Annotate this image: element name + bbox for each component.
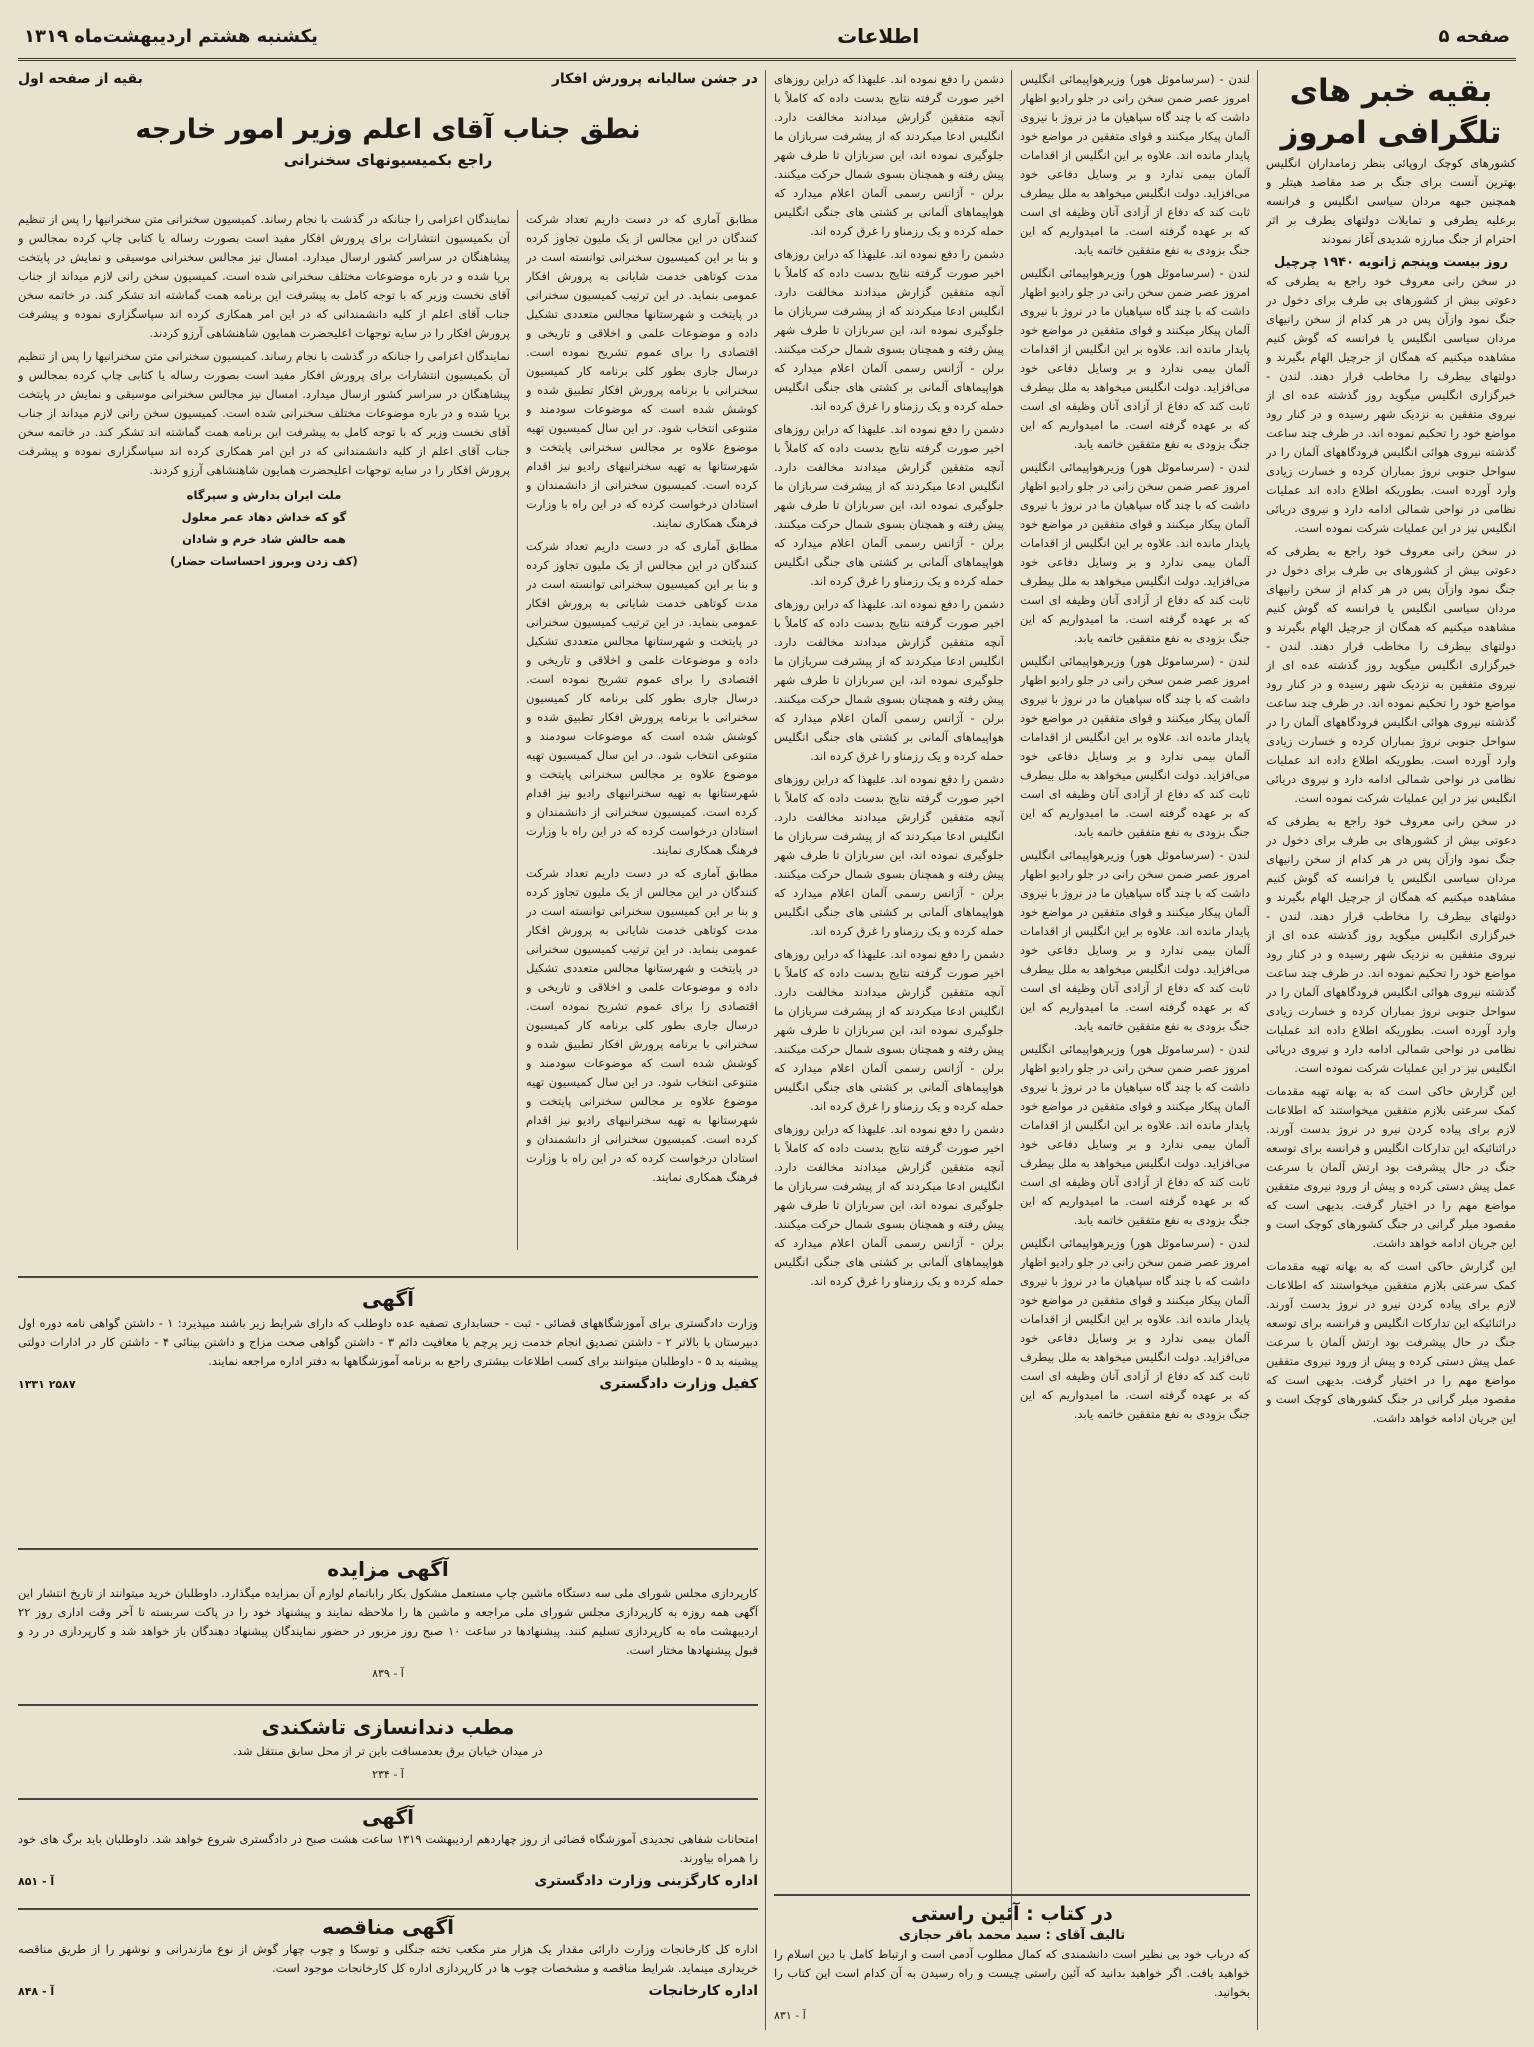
mid-body-repeat-2: دشمن را دفع نموده اند. علیهذا که دراین روزهای اخیر صورت گرفته نتایج بدست داده که کاملاً با آنچه متفقین گزارش میدادند مخالفت دارد. انگلیس ادعا میکردند که از پیشرفت سربازان ما جلوگیری نموده اند، این سربازان تا طرف شهر پیش رفته و همچنان بسوی شمال حرکت میکنند. برلن - آژانس رسمی آلمان اعلام میدارد که هواپیماهای آلمانی بر کشتی های جنگی انگلیس حمله کرده و یک رزمناو را غرق کرده اند. (774, 422, 1004, 588)
ad-rule (18, 1276, 758, 1278)
london-body: لندن - (سرساموئل هور) وزیرهواپیمائی انگلیس امروز عصر ضمن سخن رانی در جلو رادیو اظهار داشت که با چند گاه سپاهیان ما در نروژ با نیروی آلمان پیکار میکنند و قوای متفقین در مواضع خود پایدار مانده اند. علاوه بر این انگلیس از اقدامات آلمان بیمی ندارد و بر وسایل دفاعی خود می‌افزاید. دولت انگلیس میخواهد به ملل بیطرف ثابت کند که دفاع از آزادی آنان وظیفه ای است که بر عهده گرفته است. ما امیدواریم که این جنگ بزودی به نفع متفقین خاتمه یابد. (1020, 72, 1250, 257)
book-title: در کتاب : آئین راستی (911, 1903, 1113, 1925)
ad-rule (18, 1704, 758, 1706)
book-author: تالیف آقای : سید محمد باقر حجازی (898, 1928, 1126, 1943)
london-body-repeat-6: لندن - (سرساموئل هور) وزیرهواپیمائی انگلیس امروز عصر ضمن سخن رانی در جلو رادیو اظهار داشت که با چند گاه سپاهیان ما در نروژ با نیروی آلمان پیکار میکنند و قوای متفقین در مواضع خود پایدار مانده اند. علاوه بر این انگلیس از اقدامات آلمان بیمی ندارد و بر وسایل دفاعی خود می‌افزاید. دولت انگلیس میخواهد به ملل بیطرف ثابت کند که دفاع از آزادی آنان وظیفه ای است که بر عهده گرفته است. ما امیدواریم که این جنگ بزودی به نفع متفقین خاتمه یابد. (1020, 1236, 1250, 1421)
mid-body-repeat-1: دشمن را دفع نموده اند. علیهذا که دراین روزهای اخیر صورت گرفته نتایج بدست داده که کاملاً با آنچه متفقین گزارش میدادند مخالفت دارد. انگلیس ادعا میکردند که از پیشرفت سربازان ما جلوگیری نموده اند، این سربازان تا طرف شهر پیش رفته و همچنان بسوی شمال حرکت میکنند. برلن - آژانس رسمی آلمان اعلام میدارد که هواپیماهای آلمانی بر کشتی های جنگی انگلیس حمله کرده و یک رزمناو را غرق کرده اند. (774, 247, 1004, 413)
speech-heading (18, 112, 758, 202)
ad-exam-body: امتحانات شفاهی تجدیدی آموزشگاه قضائی از روز چهاردهم اردیبهشت ۱۳۱۹ ساعت هشت صبح در دادگستری شروع خواهد شد. داوطلبان باید برگ های خود را همراه بیاورند. (18, 1832, 759, 1865)
column-rule (765, 70, 766, 2030)
speech-col1-text: مطابق آماری که در دست داریم تعداد شرکت کنندگان در این مجالس از یک ملیون تجاوز کرده و بنا بر این کمیسیون سخنرانی توانسته است در مدت کوتاهی خدمت شایانی به پرورش افکار عمومی بنماید. در این ترتیب کمیسیون سخنرانی در پایتخت و شهرستانها مجالس متعددی تشکیل داده و موضوعات علمی و اخلاقی و تاریخی و اقتصادی را برای عموم تشریح نموده است. درسال جاری بطور کلی برنامه کار کمیسیون سخنرانی با برنامه پرورش افکار تطبیق شده و کوشش شده است که موضوعات سودمند و متنوعی انتخاب شود. در این سال کمیسیون تهیه موضوع علاوه بر مجالس سخنرانی پایتخت و شهرستانها به تهیه سخنرانیهای رادیو نیز اقدام کرده است. کمیسیون سخنرانی از دانشمندان و استادان درخواست کرده که در این راه با وزارت فرهنگ همکاری نمایند. (526, 212, 758, 530)
ad-auction-body: کارپردازی مجلس شورای ملی سه دستگاه ماشین چاپ مستعمل مشکول بکار راباتمام لوازم آن بمزایده میگذارد. داوطلبان خرید میتوانند از تاریخ انتشار این آگهی همه روزه به کارپردازی مجلس شورای ملی مراجعه و ماشین ها را ملاحظه نمایند و پیشنهاد خود را در پاکت سربسته تا آخر وقت اداری روز ۲۲ اردیبهشت ماه به کارپردازی تسلیم کنند. پیشنهادها در ساعت ۱۰ صبح روز مزبور در حضور نمایندگان پیشنهاد دهندگان باز خواهد شد و کارپردازی در رد و قبول پیشنهادها مختار است. (18, 1586, 758, 1657)
book-ref: آ - ۸۳۱ (774, 2009, 806, 2022)
speech-column-1 (526, 210, 758, 1270)
right-bottom-body-repeat: این گزارش حاکی است که به بهانه تهیه مقدمات کمک سرعتی بلازم متفقین میخواستند که اطلاعات لازم برای پیاده کردن نیرو در نروژ بدست آورند. دراثنائیکه این تدارکات انگلیس و فرانسه برای توسعه جنگ در حال پیشرفت بود ارتش آلمان با سرعت عمل پیش دستی کرده و پیش از ورود نیروی متفقین مواضع مهم را در اختیار گرفت. بدیهی است که مقصود میلر گرانی در جنگ کشورهای کوچک است و این جریان ادامه خواهد داشت. (1266, 1259, 1516, 1425)
speech-headline: نطق جناب آقای اعلم وزیر امور خارجه (135, 114, 641, 145)
ad-tender-body: اداره کل کارخانجات وزارت دارائی مقدار یک هزار متر مکعب تخته جنگلی و توسکا و چوب چهار گوش از نوع مازندرانی و نوشهر را از طریق مناقصه خریداری مینماید. شرایط مناقصه و مشخصات چوب ها در کارپردازی اداره کل کارخانجات موجود است. (18, 1942, 758, 1975)
ad-justice-signature: کفیل وزارت دادگستری (599, 1376, 758, 1392)
speech-closing-line: گو که خداش دهاد عمر معلول (181, 510, 347, 524)
speech-col1-text-repeat-2: مطابق آماری که در دست داریم تعداد شرکت کنندگان در این مجالس از یک ملیون تجاوز کرده و بنا بر این کمیسیون سخنرانی توانسته است در مدت کوتاهی خدمت شایانی به پرورش افکار عمومی بنماید. در این ترتیب کمیسیون سخنرانی در پایتخت و شهرستانها مجالس متعددی تشکیل داده و موضوعات علمی و اخلاقی و تاریخی و اقتصادی را برای عموم تشریح نموده است. درسال جاری بطور کلی برنامه کار کمیسیون سخنرانی با برنامه پرورش افکار تطبیق شده و کوشش شده است که موضوعات سودمند و متنوعی انتخاب شود. در این سال کمیسیون تهیه موضوع علاوه بر مجالس سخنرانی پایتخت و شهرستانها به تهیه سخنرانیهای رادیو نیز اقدام کرده است. کمیسیون سخنرانی از دانشمندان و استادان درخواست کرده که در این راه با وزارت فرهنگ همکاری نمایند. (526, 866, 758, 1184)
column-rule (1257, 70, 1258, 2030)
book-box-rule (774, 1894, 1250, 1896)
column-rule (517, 210, 518, 1250)
speech-col2-text: نمایندگان اعزامی را جنانکه در گذشت با نجام رساند. کمیسیون سخنرانی متن سخنرانیها را پس از تنظیم آن بکمیسیون انتشارات برای پرورش افکار مفید است بصورت رساله یا کتابی چاپ کرده بمجالس و پیشاهنگان در سراسر کشور ارسال میدارد. امسال نیز مجالس سخنرانی موسیقی و نمایش در پایتخت برپا شده و در باره موضوعات مختلف سخنرانی شده است. کمیسیون سخن رانی لازم میداند از جناب آقای نخست وزیر که با توجه کامل به پیشرفت این برنامه همت گماشته اند تشکر کند. در خاتمه سخن جناب آقای اعلم از کلیه دانشمندانی که در این امر همکاری کرده اند سپاسگزاری نموده و پیشرفت پرورش افکار را در سایه توجهات اعلیحضرت همایون شاهنشاهی آرزو کردند. (18, 212, 510, 340)
speech-closing-line: ملت ایران بدارش و سپرگاه (186, 488, 342, 502)
speech-subhead: راجع بکمیسیونهای سخنرانی (283, 151, 493, 169)
mid-body-repeat-5: دشمن را دفع نموده اند. علیهذا که دراین روزهای اخیر صورت گرفته نتایج بدست داده که کاملاً با آنچه متفقین گزارش میدادند مخالفت دارد. انگلیس ادعا میکردند که از پیشرفت سربازان ما جلوگیری نموده اند، این سربازان تا طرف شهر پیش رفته و همچنان بسوی شمال حرکت میکنند. برلن - آژانس رسمی آلمان اعلام میدارد که هواپیماهای آلمانی بر کشتی های جنگی انگلیس حمله کرده و یک رزمناو را غرق کرده اند. (774, 947, 1004, 1113)
speech-column-2 (18, 210, 510, 1270)
ad-dentist-title: مطب دندانسازی تاشکندی (261, 1715, 515, 1739)
ad-exam-ref: آ - ۸۵۱ (18, 1875, 55, 1888)
ad-auction-title: آگهی مزایده (327, 1557, 449, 1581)
speech-col2-text-repeat-1: نمایندگان اعزامی را جنانکه در گذشت با نجام رساند. کمیسیون سخنرانی متن سخنرانیها را پس از تنظیم آن بکمیسیون انتشارات برای پرورش افکار مفید است بصورت رساله یا کتابی چاپ کرده بمجالس و پیشاهنگان در سراسر کشور ارسال میدارد. امسال نیز مجالس سخنرانی موسیقی و نمایش در پایتخت برپا شده و در باره موضوعات مختلف سخنرانی شده است. کمیسیون سخن رانی لازم میداند از جناب آقای نخست وزیر که با توجه کامل به پیشرفت این برنامه همت گماشته اند تشکر کند. در خاتمه سخن جناب آقای اعلم از کلیه دانشمندانی که در این امر همکاری کرده اند سپاسگزاری نموده و پیشرفت پرورش افکار را در سایه توجهات اعلیحضرت همایون شاهنشاهی آرزو کردند. (18, 349, 510, 477)
ad-rule (18, 1798, 758, 1800)
column-rule (1011, 70, 1012, 1930)
speech-side-label: در جشن سالیانه پرورش افکار (551, 71, 758, 87)
london-column (1020, 70, 1250, 1950)
masthead (18, 14, 1516, 61)
ad-rule (18, 1548, 758, 1550)
telegraph-body-repeat-2: در سخن رانی معروف خود راجع به یطرفی که دعوتی بیش از کشورهای بی طرف برای دخول در جنگ نمود وازآن پس در هر کدام از سخن رانیهای مردان سیاسی انگلیس یا فرانسه که گوش کنیم مشاهده میکنیم که همگان از جرچیل الهام بگیرند و دولتهای بیطرف را مخاطب قرار دهند. لندن - خبرگزاری انگلیس میگوید روز گذشته عده ای از نیروی متفقین به نزدیک شهر رسیده و در کنار رود مواضع خود را تحکیم نموده اند. در ظرف چند ساعت گذشته نیروی هوائی انگلیس فرودگاههای آلمان را در سواحل جنوبی نروژ بمباران کرده و خسارت زیادی وارد آورده است. بطوریکه اطلاع داده اند عملیات نظامی در نواحی شمالی ادامه دارد و نیروی دریائی انگلیس نیز در این عملیات شرکت نموده است. (1266, 814, 1516, 1075)
newspaper-page (18, 14, 1516, 2034)
page-number: صفحه ۵ (1438, 25, 1510, 47)
speech-closing-line: همه حالش شاد خرم و شادان (182, 532, 346, 546)
ad-justice-title: آگهی (362, 1287, 414, 1311)
ad-tender-ref: آ - ۸۴۸ (18, 1985, 55, 1998)
ad-dentist (18, 1712, 758, 1792)
speech-col1-text-repeat-1: مطابق آماری که در دست داریم تعداد شرکت کنندگان در این مجالس از یک ملیون تجاوز کرده و بنا بر این کمیسیون سخنرانی توانسته است در مدت کوتاهی خدمت شایانی به پرورش افکار عمومی بنماید. در این ترتیب کمیسیون سخنرانی در پایتخت و شهرستانها مجالس متعددی تشکیل داده و موضوعات علمی و اخلاقی و تاریخی و اقتصادی را برای عموم تشریح نموده است. درسال جاری بطور کلی برنامه کار کمیسیون سخنرانی با برنامه پرورش افکار تطبیق شده و کوشش شده است که موضوعات سودمند و متنوعی انتخاب شود. در این سال کمیسیون تهیه موضوع علاوه بر مجالس سخنرانی پایتخت و شهرستانها به تهیه سخنرانیهای رادیو نیز اقدام کرده است. کمیسیون سخنرانی از دانشمندان و استادان درخواست کرده که در این راه با وزارت فرهنگ همکاری نمایند. (526, 539, 758, 857)
telegraph-lead: کشورهای کوچک اروپائی بنظر زمامداران انگلیس بهترین آنست برای جنگ بر ضد مقاصد هیتلر و همچنین جبهه مردان سیاسی انگلیس و فرانسه برعلیه یطرفی و تمایلات دولتهای یطرف بر اثر احترام از جنگ مبارزه شدیدی آغاز نمودند (1266, 156, 1516, 246)
ad-auction-ref: آ - ۸۳۹ (372, 1667, 404, 1680)
book-body: که درباب خود بی نظیر است دانشمندی که کمال مطلوب آدمی است و ارتباط کامل با دین اسلام را خواهید یافت. اگر خواهید بدانید که آئین راستی چیست و راه رسیدن به آن کدام است این کتاب را بخوانید. (774, 1947, 1250, 1999)
telegraph-subhead: روز بیست وپنجم ژانویه ۱۹۴۰ چرچیل (1274, 255, 1508, 270)
ad-tender (18, 1914, 758, 2030)
mid-body-repeat-4: دشمن را دفع نموده اند. علیهذا که دراین روزهای اخیر صورت گرفته نتایج بدست داده که کاملاً با آنچه متفقین گزارش میدادند مخالفت دارد. انگلیس ادعا میکردند که از پیشرفت سربازان ما جلوگیری نموده اند، این سربازان تا طرف شهر پیش رفته و همچنان بسوی شمال حرکت میکنند. برلن - آژانس رسمی آلمان اعلام میدارد که هواپیماهای آلمانی بر کشتی های جنگی انگلیس حمله کرده و یک رزمناو را غرق کرده اند. (774, 772, 1004, 938)
ad-tender-signature: اداره کارخانجات (648, 1983, 758, 1999)
ad-tender-title: آگهی مناقصه (322, 1915, 454, 1939)
london-body-repeat-1: لندن - (سرساموئل هور) وزیرهواپیمائی انگلیس امروز عصر ضمن سخن رانی در جلو رادیو اظهار داشت که با چند گاه سپاهیان ما در نروژ با نیروی آلمان پیکار میکنند و قوای متفقین در مواضع خود پایدار مانده اند. علاوه بر این انگلیس از اقدامات آلمان بیمی ندارد و بر وسایل دفاعی خود می‌افزاید. دولت انگلیس میخواهد به ملل بیطرف ثابت کند که دفاع از آزادی آنان وظیفه ای است که بر عهده گرفته است. ما امیدواریم که این جنگ بزودی به نفع متفقین خاتمه یابد. (1020, 266, 1250, 451)
speech-continued-label: بقیه از صفحه اول (18, 71, 143, 87)
telegraph-body-repeat-1: در سخن رانی معروف خود راجع به یطرفی که دعوتی بیش از کشورهای بی طرف برای دخول در جنگ نمود وازآن پس در هر کدام از سخن رانیهای مردان سیاسی انگلیس یا فرانسه که گوش کنیم مشاهده میکنیم که همگان از جرچیل الهام بگیرند و دولتهای بیطرف را مخاطب قرار دهند. لندن - خبرگزاری انگلیس میگوید روز گذشته عده ای از نیروی متفقین به نزدیک شهر رسیده و در کنار رود مواضع خود را تحکیم نموده اند. در ظرف چند ساعت گذشته نیروی هوائی انگلیس فرودگاههای آلمان را در سواحل جنوبی نروژ بمباران کرده و خسارت زیادی وارد آورده است. بطوریکه اطلاع داده اند عملیات نظامی در نواحی شمالی ادامه دارد و نیروی دریائی انگلیس نیز در این عملیات شرکت نموده است. (1266, 544, 1516, 805)
ad-justice-body: وزارت دادگستری برای آموزشگاههای قضائی - ثبت - حسابداری تصفیه عده داوطلب که دارای شرایط زیر باشند میپذیرد: ۱ - داشتن گواهی نامه دوره اول دبیرستان یا بالاتر ۲ - داشتن تصدیق انجام خدمت زیر پرچم یا معافیت دائم ۳ - داشتن گواهی صحت مزاج و داشتن بینائی ۴ - داشتن کار در ادارات دولتی پیشینه بد ۵ - داوطلبان میتوانند برای کسب اطلاعات بیشتری راجع به برنامه آموزشگاهها به دفتر اداره مراجعه نمایند. (18, 1316, 758, 1368)
right-bottom-body: این گزارش حاکی است که به بهانه تهیه مقدمات کمک سرعتی بلازم متفقین میخواستند که اطلاعات لازم برای پیاده کردن نیرو در نروژ بدست آورند. دراثنائیکه این تدارکات انگلیس و فرانسه برای توسعه جنگ در حال پیشرفت بود ارتش آلمان با سرعت عمل پیش دستی کرده و پیش از ورود نیروی متفقین مواضع مهم را در اختیار گرفت. بدیهی است که مقصود میلر گرانی در جنگ کشورهای کوچک است و این جریان ادامه خواهد داشت. (1266, 1084, 1516, 1250)
london-body-repeat-4: لندن - (سرساموئل هور) وزیرهواپیمائی انگلیس امروز عصر ضمن سخن رانی در جلو رادیو اظهار داشت که با چند گاه سپاهیان ما در نروژ با نیروی آلمان پیکار میکنند و قوای متفقین در مواضع خود پایدار مانده اند. علاوه بر این انگلیس از اقدامات آلمان بیمی ندارد و بر وسایل دفاعی خود می‌افزاید. دولت انگلیس میخواهد به ملل بیطرف ثابت کند که دفاع از آزادی آنان وظیفه ای است که بر عهده گرفته است. ما امیدواریم که این جنگ بزودی به نفع متفقین خاتمه یابد. (1020, 848, 1250, 1033)
ad-exam-title: آگهی (362, 1805, 414, 1829)
ad-dentist-ref: آ - ۲۳۴ (372, 1768, 404, 1781)
mid-body-repeat-3: دشمن را دفع نموده اند. علیهذا که دراین روزهای اخیر صورت گرفته نتایج بدست داده که کاملاً با آنچه متفقین گزارش میدادند مخالفت دارد. انگلیس ادعا میکردند که از پیشرفت سربازان ما جلوگیری نموده اند، این سربازان تا طرف شهر پیش رفته و همچنان بسوی شمال حرکت میکنند. برلن - آژانس رسمی آلمان اعلام میدارد که هواپیماهای آلمانی بر کشتی های جنگی انگلیس حمله کرده و یک رزمناو را غرق کرده اند. (774, 597, 1004, 763)
ad-dentist-body: در میدان خیابان برق بعدمسافت باین تر از محل سابق منتقل شد. (233, 1744, 543, 1758)
london-body-repeat-2: لندن - (سرساموئل هور) وزیرهواپیمائی انگلیس امروز عصر ضمن سخن رانی در جلو رادیو اظهار داشت که با چند گاه سپاهیان ما در نروژ با نیروی آلمان پیکار میکنند و قوای متفقین در مواضع خود پایدار مانده اند. علاوه بر این انگلیس از اقدامات آلمان بیمی ندارد و بر وسایل دفاعی خود می‌افزاید. دولت انگلیس میخواهد به ملل بیطرف ثابت کند که دفاع از آزادی آنان وظیفه ای است که بر عهده گرفته است. ما امیدواریم که این جنگ بزودی به نفع متفقین خاتمه یابد. (1020, 460, 1250, 645)
mid-body-repeat-6: دشمن را دفع نموده اند. علیهذا که دراین روزهای اخیر صورت گرفته نتایج بدست داده که کاملاً با آنچه متفقین گزارش میدادند مخالفت دارد. انگلیس ادعا میکردند که از پیشرفت سربازان ما جلوگیری نموده اند، این سربازان تا طرف شهر پیش رفته و همچنان بسوی شمال حرکت میکنند. برلن - آژانس رسمی آلمان اعلام میدارد که هواپیماهای آلمانی بر کشتی های جنگی انگلیس حمله کرده و یک رزمناو را غرق کرده اند. (774, 1122, 1004, 1288)
ad-exam (18, 1804, 758, 1904)
ad-justice (18, 1284, 758, 1542)
telegraph-headline: بقیه خبر های تلگرافی امروز (1280, 73, 1502, 151)
mid-body: دشمن را دفع نموده اند. علیهذا که دراین روزهای اخیر صورت گرفته نتایج بدست داده که کاملاً با آنچه متفقین گزارش میدادند مخالفت دارد. انگلیس ادعا میکردند که از پیشرفت سربازان ما جلوگیری نموده اند، این سربازان تا طرف شهر پیش رفته و همچنان بسوی شمال حرکت میکنند. برلن - آژانس رسمی آلمان اعلام میدارد که هواپیماهای آلمانی بر کشتی های جنگی انگلیس حمله کرده و یک رزمناو را غرق کرده اند. (774, 72, 1004, 238)
issue-date: یکشنبه هشتم اردیبهشت‌ماه ۱۳۱۹ (24, 25, 318, 47)
london-body-repeat-3: لندن - (سرساموئل هور) وزیرهواپیمائی انگلیس امروز عصر ضمن سخن رانی در جلو رادیو اظهار داشت که با چند گاه سپاهیان ما در نروژ با نیروی آلمان پیکار میکنند و قوای متفقین در مواضع خود پایدار مانده اند. علاوه بر این انگلیس از اقدامات آلمان بیمی ندارد و بر وسایل دفاعی خود می‌افزاید. دولت انگلیس میخواهد به ملل بیطرف ثابت کند که دفاع از آزادی آنان وظیفه ای است که بر عهده گرفته است. ما امیدواریم که این جنگ بزودی به نفع متفقین خاتمه یابد. (1020, 654, 1250, 839)
speech-closing (18, 484, 510, 572)
telegraph-column (1266, 70, 1516, 2030)
book-box (774, 1902, 1250, 2022)
ad-exam-signature: اداره کارگزینی وزارت دادگستری (534, 1873, 758, 1889)
ad-rule (18, 1908, 758, 1910)
ad-justice-ref: ۲۵۸۷ ۱۳۳۱ (18, 1378, 76, 1391)
paper-name: اطلاعات (837, 24, 920, 48)
telegraph-body: در سخن رانی معروف خود راجع به یطرفی که دعوتی بیش از کشورهای بی طرف برای دخول در جنگ نمود وازآن پس در هر کدام از سخن رانیهای مردان سیاسی انگلیس یا فرانسه که گوش کنیم مشاهده میکنیم که همگان از جرچیل الهام بگیرند و دولتهای بیطرف را مخاطب قرار دهند. لندن - خبرگزاری انگلیس میگوید روز گذشته عده ای از نیروی متفقین به نزدیک شهر رسیده و در کنار رود مواضع خود را تحکیم نموده اند. در ظرف چند ساعت گذشته نیروی هوائی انگلیس فرودگاههای آلمان را در سواحل جنوبی نروژ بمباران کرده و خسارت زیادی وارد آورده است. بطوریکه اطلاع داده اند عملیات نظامی در نواحی شمالی ادامه دارد و نیروی دریائی انگلیس نیز در این عملیات شرکت نموده است. (1266, 274, 1516, 535)
speech-closing-line: (کف زدن وبروز احساسات حضار) (170, 554, 358, 568)
london-body-repeat-5: لندن - (سرساموئل هور) وزیرهواپیمائی انگلیس امروز عصر ضمن سخن رانی در جلو رادیو اظهار داشت که با چند گاه سپاهیان ما در نروژ با نیروی آلمان پیکار میکنند و قوای متفقین در مواضع خود پایدار مانده اند. علاوه بر این انگلیس از اقدامات آلمان بیمی ندارد و بر وسایل دفاعی خود می‌افزاید. دولت انگلیس میخواهد به ملل بیطرف ثابت کند که دفاع از آزادی آنان وظیفه ای است که بر عهده گرفته است. ما امیدواریم که این جنگ بزودی به نفع متفقین خاتمه یابد. (1020, 1042, 1250, 1227)
mid-column (774, 70, 1004, 1890)
speech-labels (18, 70, 758, 112)
